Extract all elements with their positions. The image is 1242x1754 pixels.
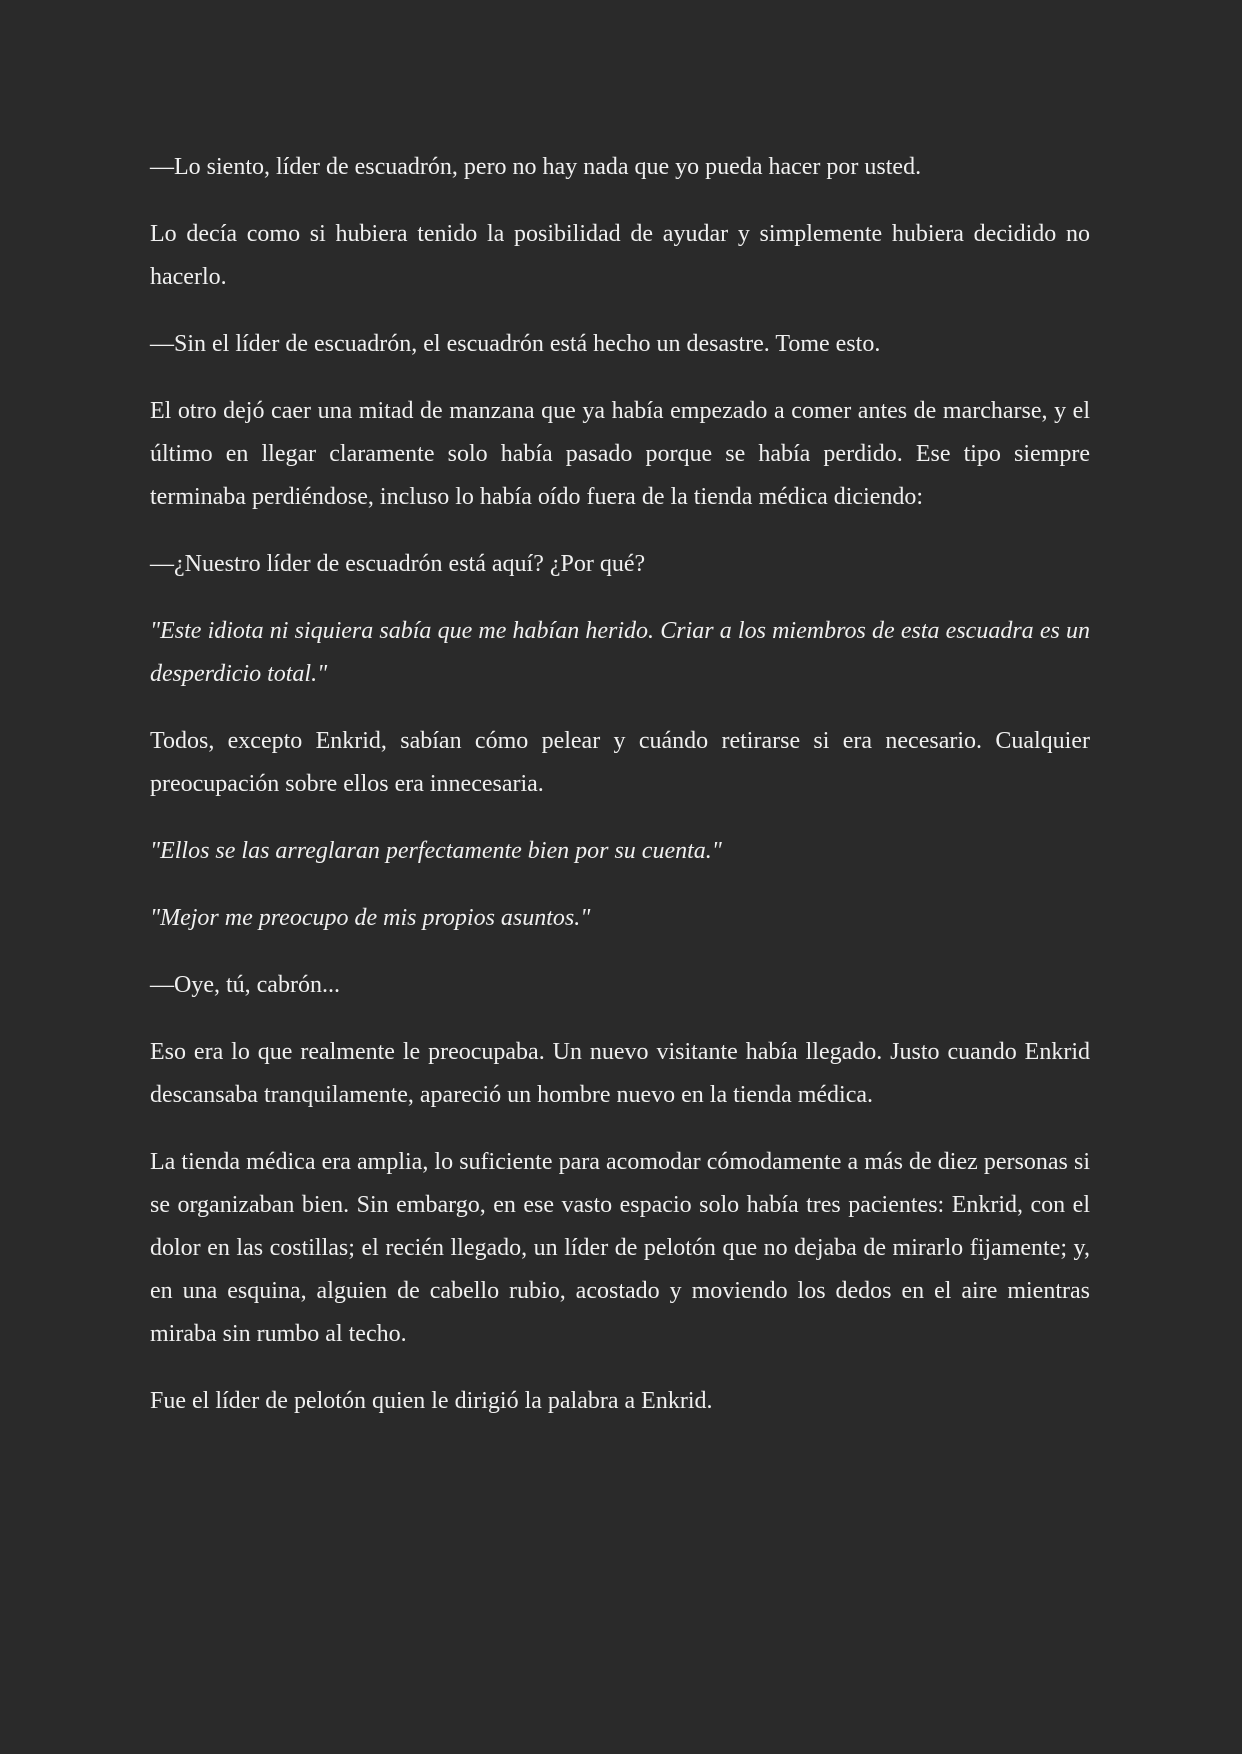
paragraph: Todos, excepto Enkrid, sabían cómo pelear y cuándo retirarse si era necesario. Cualquier preocupación sobre ellos era innecesaria. [150, 728, 1090, 797]
paragraph-thought: "Mejor me preocupo de mis propios asuntos." [150, 905, 591, 931]
paragraph-thought: "Ellos se las arreglaran perfectamente bien por su cuenta." [150, 838, 722, 864]
paragraph-thought: "Este idiota ni siquiera sabía que me habían herido. Criar a los miembros de esta escuadra es un desperdicio total." [150, 618, 1090, 687]
paragraph: El otro dejó caer una mitad de manzana que ya había empezado a comer antes de marcharse, y el último en llegar claramente solo había pasado porque se había perdido. Ese tipo siempre terminaba perdiéndose, incluso lo había oído fuera de la tienda médica diciendo: [150, 398, 1090, 510]
paragraph: Fue el líder de pelotón quien le dirigió la palabra a Enkrid. [150, 1388, 713, 1414]
paragraph: —Oye, tú, cabrón... [150, 972, 340, 998]
paragraph: —Sin el líder de escuadrón, el escuadrón está hecho un desastre. Tome esto. [150, 331, 881, 357]
document-page [150, 146, 1090, 1447]
paragraph: Eso era lo que realmente le preocupaba. Un nuevo visitante había llegado. Justo cuando Enkrid descansaba tranquilamente, apareció un hombre nuevo en la tienda médica. [150, 1039, 1090, 1108]
paragraph: Lo decía como si hubiera tenido la posibilidad de ayudar y simplemente hubiera decidido no hacerlo. [150, 221, 1090, 290]
paragraph: —Lo siento, líder de escuadrón, pero no hay nada que yo pueda hacer por usted. [150, 154, 922, 180]
paragraph: —¿Nuestro líder de escuadrón está aquí? ¿Por qué? [150, 551, 646, 577]
paragraph: La tienda médica era amplia, lo suficiente para acomodar cómodamente a más de diez personas si se organizaban bien. Sin embargo, en ese vasto espacio solo había tres pacientes: Enkrid, con el dolor en las costillas; el recién llegado, un líder de pelotón que no dejaba de mirarlo fijamente; y, en una esquina, alguien de cabello rubio, acostado y moviendo los dedos en el aire mientras miraba sin rumbo al techo. [150, 1149, 1090, 1347]
